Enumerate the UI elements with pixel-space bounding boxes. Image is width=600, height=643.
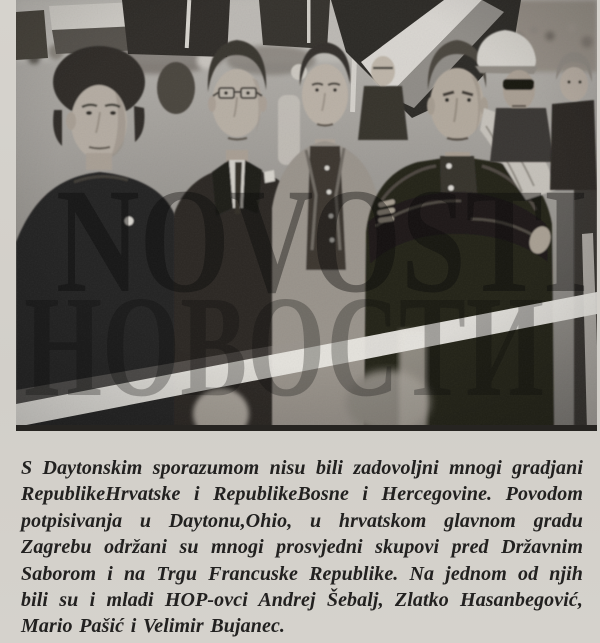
photo-bottom-edge: [16, 425, 597, 431]
caption-line: Zagrebu održani su mnogi prosvjedni skupovi pred Državnim: [21, 536, 583, 559]
film-grain-light: [16, 0, 597, 431]
caption-line: potpisivanja u Daytonu,Ohio, u hrvatskom glavnom gradu: [21, 509, 583, 532]
caption-line: bili su i mladi HOP-ovci Andrej Šebalj, Zlatko Hasanbegović,: [21, 589, 583, 612]
photo-illustration: [16, 0, 597, 431]
caption-line: S Daytonskim sporazumom nisu bili zadovoljni mnogi gradjani: [21, 457, 583, 479]
photo-caption: [21, 455, 583, 640]
caption-line: Mario Pašić i Velimir Bujanec.: [21, 615, 286, 638]
caption-line: RepublikeHrvatske i RepublikeBosne i Hercegovine. Povodom: [21, 483, 583, 506]
caption-line: Saborom i na Trgu Francuske Republike. Na jednom od njih: [21, 562, 583, 585]
press-photo: [16, 0, 597, 431]
